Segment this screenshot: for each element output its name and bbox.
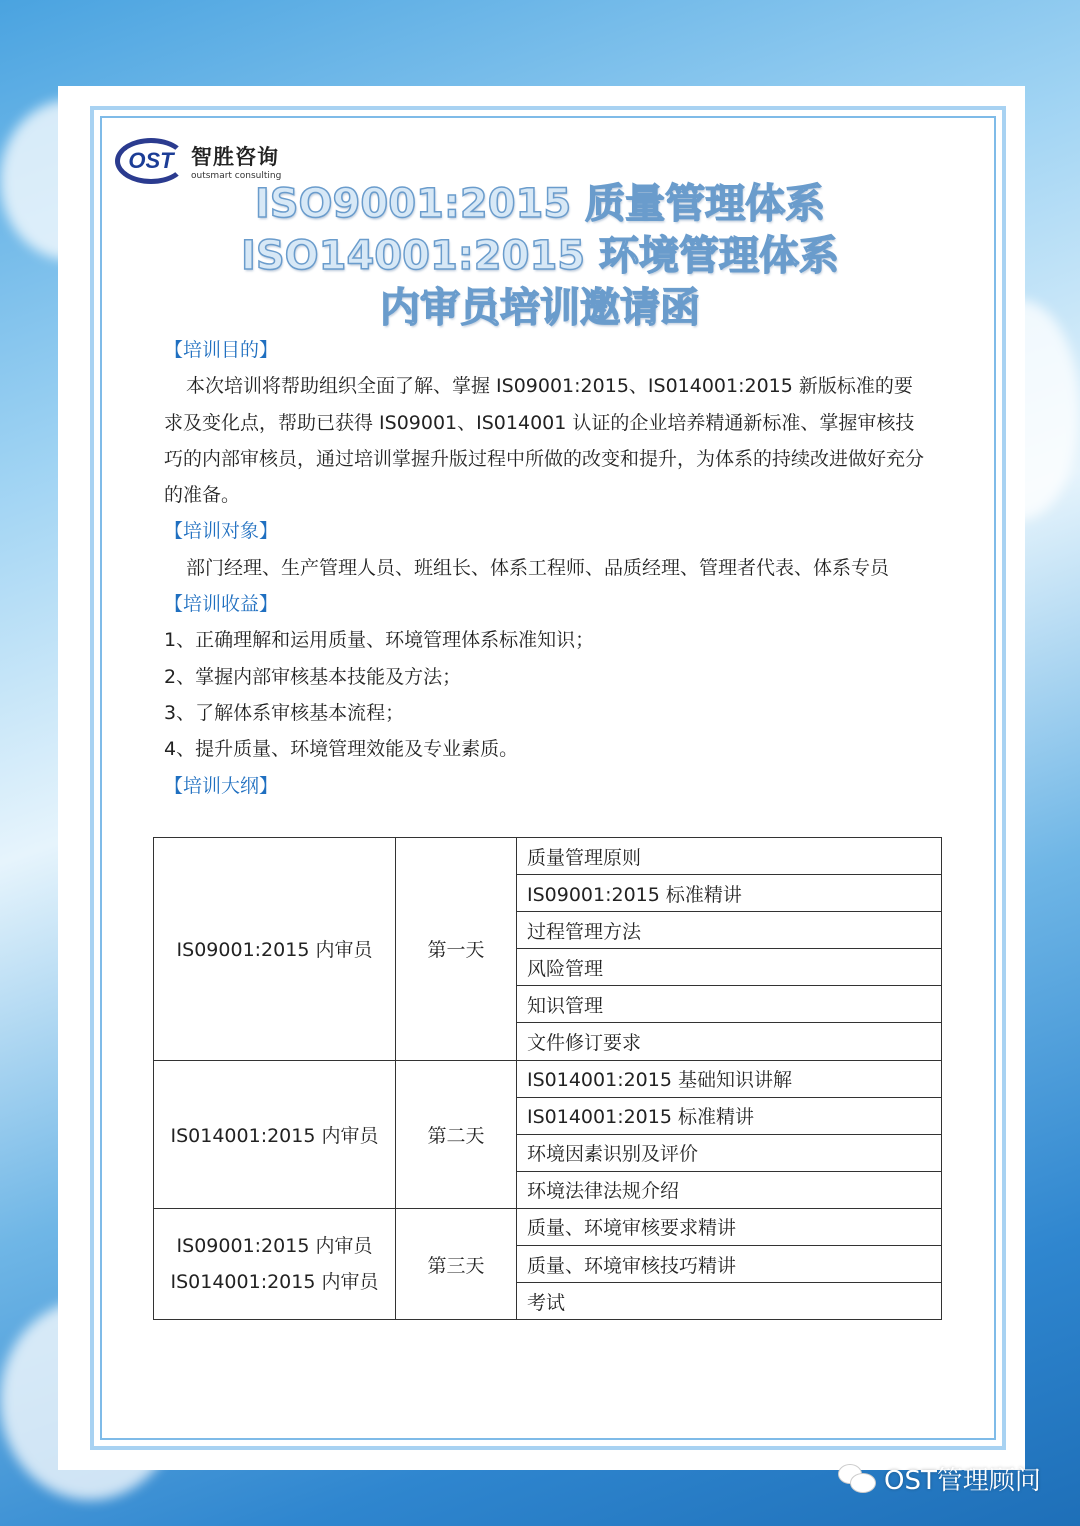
title-line-2: ISO14001:2015 环境管理体系: [240, 233, 840, 279]
course-line: IS09001:2015 内审员: [176, 1235, 373, 1258]
course-cell: IS014001:2015 内审员: [154, 1060, 396, 1208]
title-line-3: 内审员培训邀请函: [380, 285, 700, 331]
audience-text: 部门经理、生产管理人员、班组长、体系工程师、品质经理、管理者代表、体系专员: [186, 556, 890, 579]
course-cell: [154, 1208, 396, 1319]
topic-cell: IS014001:2015 基础知识讲解: [517, 1060, 942, 1097]
watermark-text: OST管理顾问: [884, 1466, 1041, 1496]
purpose-heading: 【培训目的】: [164, 339, 279, 361]
topic-cell: 考试: [517, 1283, 942, 1320]
audience-heading: 【培训对象】: [164, 520, 279, 543]
logo-name-en: outsmart consulting: [191, 171, 282, 181]
body-content: [164, 332, 924, 804]
page-title: [0, 178, 1080, 334]
course-line: IS014001:2015 内审员: [170, 1271, 379, 1294]
table-row: [154, 1208, 942, 1245]
outline-table: [153, 837, 942, 1320]
topic-cell: 质量、环境审核要求精讲: [517, 1208, 942, 1245]
day-cell: 第三天: [396, 1208, 517, 1319]
benefit-item: 4、提升质量、环境管理效能及专业素质。: [164, 738, 519, 761]
benefits-heading: 【培训收益】: [164, 593, 279, 616]
course-cell: IS09001:2015 内审员: [154, 838, 396, 1061]
topic-cell: 环境因素识别及评价: [517, 1134, 942, 1171]
wechat-icon: [838, 1464, 878, 1494]
day-cell: 第二天: [396, 1060, 517, 1208]
topic-cell: 环境法律法规介绍: [517, 1171, 942, 1208]
outline-heading: 【培训大纲】: [164, 774, 279, 797]
topic-cell: 过程管理方法: [517, 912, 942, 949]
purpose-text: 本次培训将帮助组织全面了解、掌握 IS09001:2015、IS014001:2015 新版标准的要求及变化点，帮助已获得 IS09001、IS014001 认证的企业培养精通新标准、掌握审核技巧的内部审核员，通过培训掌握升版过程中所做的改变和提升，为体系的持续改进做好充分的准备。: [164, 375, 925, 507]
topic-cell: 质量管理原则: [517, 838, 942, 875]
topic-cell: 文件修订要求: [517, 1023, 942, 1060]
table-row: [154, 1060, 942, 1097]
topic-cell: 知识管理: [517, 986, 942, 1023]
benefit-item: 2、掌握内部审核基本技能及方法；: [164, 665, 462, 688]
wechat-watermark: [838, 1460, 1041, 1497]
day-cell: 第一天: [396, 838, 517, 1061]
topic-cell: 质量、环境审核技巧精讲: [517, 1246, 942, 1283]
benefit-item: 3、了解体系审核基本流程；: [164, 701, 405, 724]
title-line-1: ISO9001:2015 质量管理体系: [254, 181, 826, 227]
logo-brand: OST: [128, 148, 174, 173]
benefit-item: 1、正确理解和运用质量、环境管理体系标准知识；: [164, 629, 595, 652]
logo-name-cn: 智胜咨询: [191, 145, 279, 169]
topic-cell: 风险管理: [517, 949, 942, 986]
topic-cell: IS014001:2015 标准精讲: [517, 1097, 942, 1134]
table-row: [154, 838, 942, 875]
topic-cell: IS09001:2015 标准精讲: [517, 875, 942, 912]
